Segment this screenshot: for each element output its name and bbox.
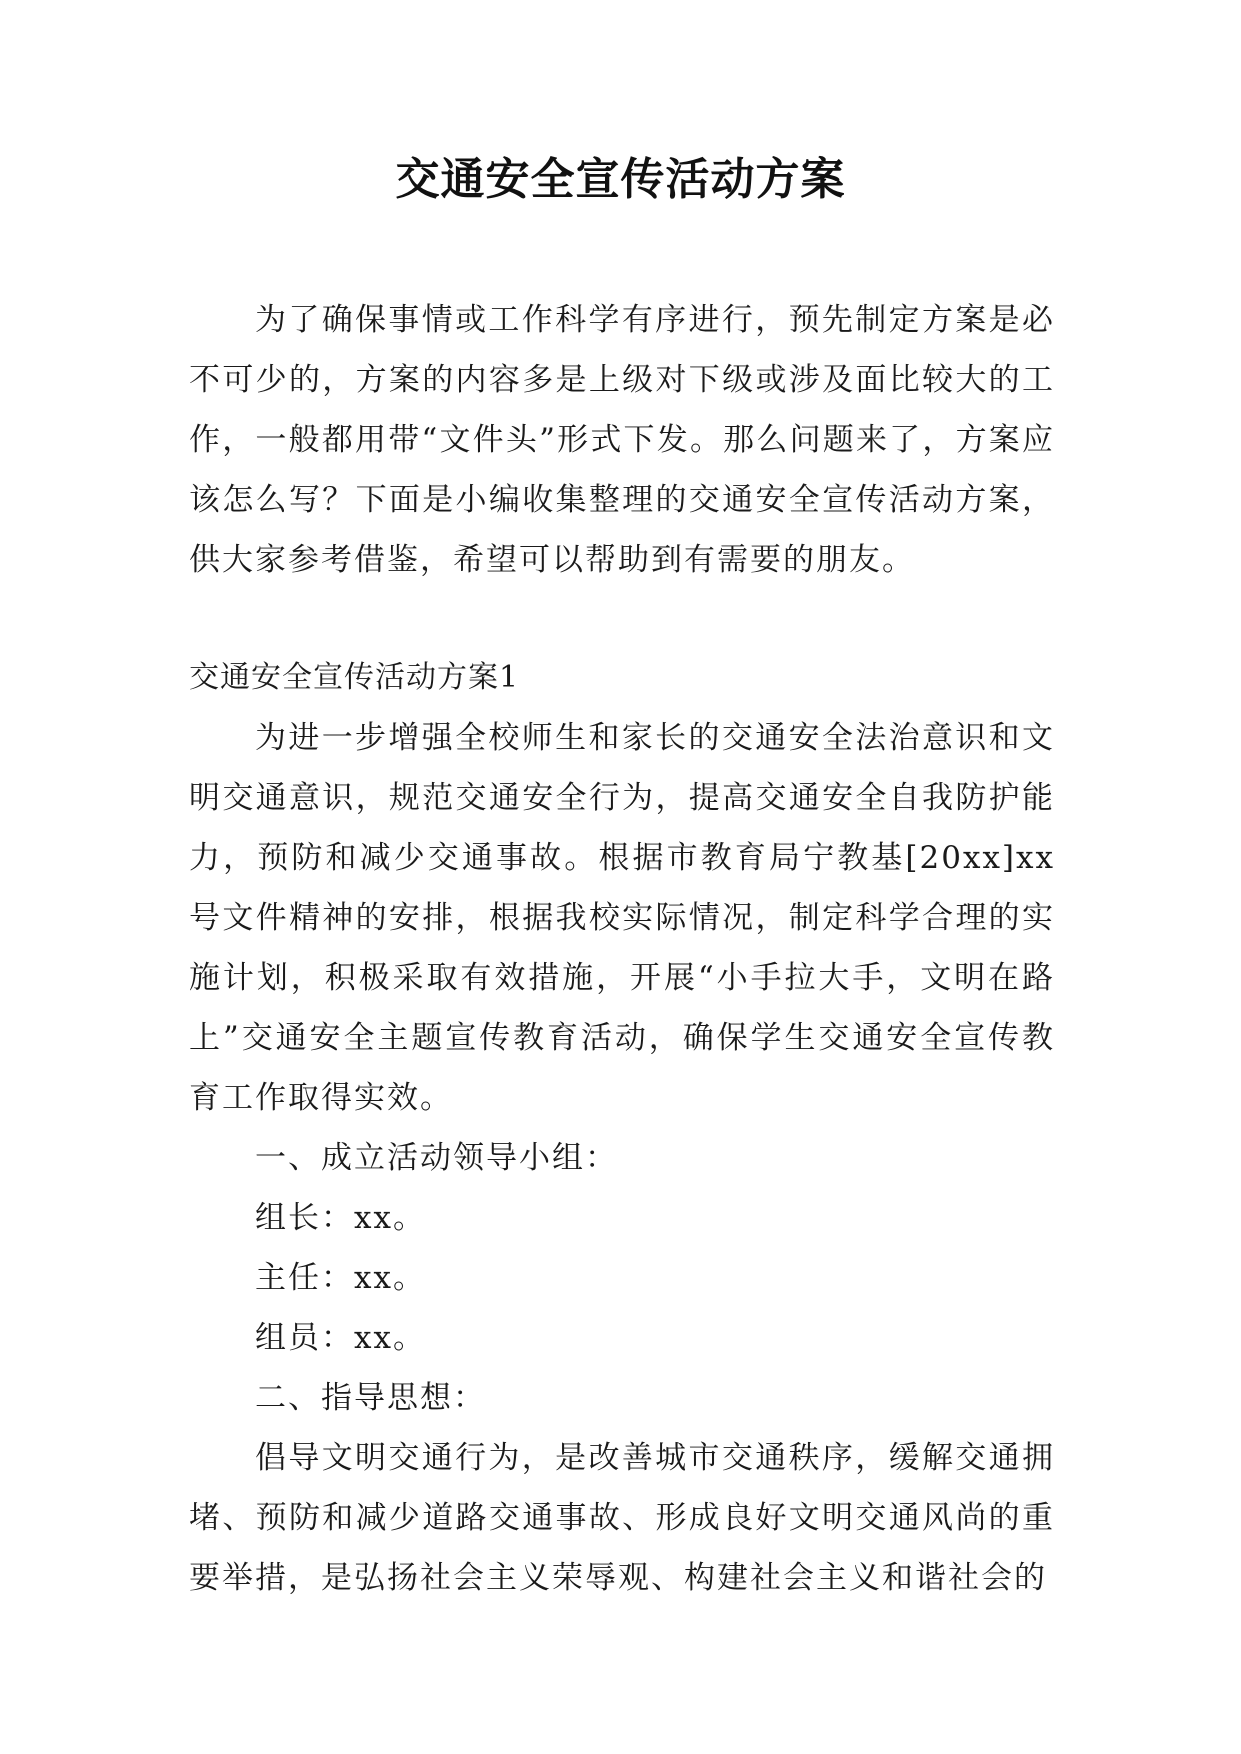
- guiding-thought-paragraph: 倡导文明交通行为，是改善城市交通秩序，缓解交通拥堵、预防和减少道路交通事故、形成良好文明交通风尚的重要举措，是弘扬社会主义荣辱观、构建社会主义和谐社会的: [189, 1440, 1055, 1596]
- document-body: [189, 290, 1055, 1608]
- document-title: 交通安全宣传活动方案: [395, 154, 846, 205]
- leader-line: 组长：xx。: [255, 1200, 426, 1236]
- subheading-leadership-group: 一、成立活动领导小组：: [255, 1140, 618, 1176]
- subheading-guiding-thought: 二、指导思想：: [255, 1380, 486, 1416]
- director-line: 主任：xx。: [255, 1260, 426, 1296]
- intro-paragraph: 为了确保事情或工作科学有序进行，预先制定方案是必不可少的，方案的内容多是上级对下级或涉及面比较大的工作，一般都用带“文件头”形式下发。那么问题来了，方案应该怎么写？下面是小编收集整理的交通安全宣传活动方案，供大家参考借鉴，希望可以帮助到有需要的朋友。: [189, 302, 1055, 578]
- section-heading: 交通安全宣传活动方案1: [189, 660, 520, 695]
- section-paragraph: 为进一步增强全校师生和家长的交通安全法治意识和文明交通意识，规范交通安全行为，提高交通安全自我防护能力，预防和减少交通事故。根据市教育局宁教基[20xx]xx号文件精神的安排，根据我校实际情况，制定科学合理的实施计划，积极采取有效措施，开展“小手拉大手，文明在路上”交通安全主题宣传教育活动，确保学生交通安全宣传教育工作取得实效。: [189, 720, 1055, 1116]
- members-line: 组员：xx。: [255, 1320, 426, 1356]
